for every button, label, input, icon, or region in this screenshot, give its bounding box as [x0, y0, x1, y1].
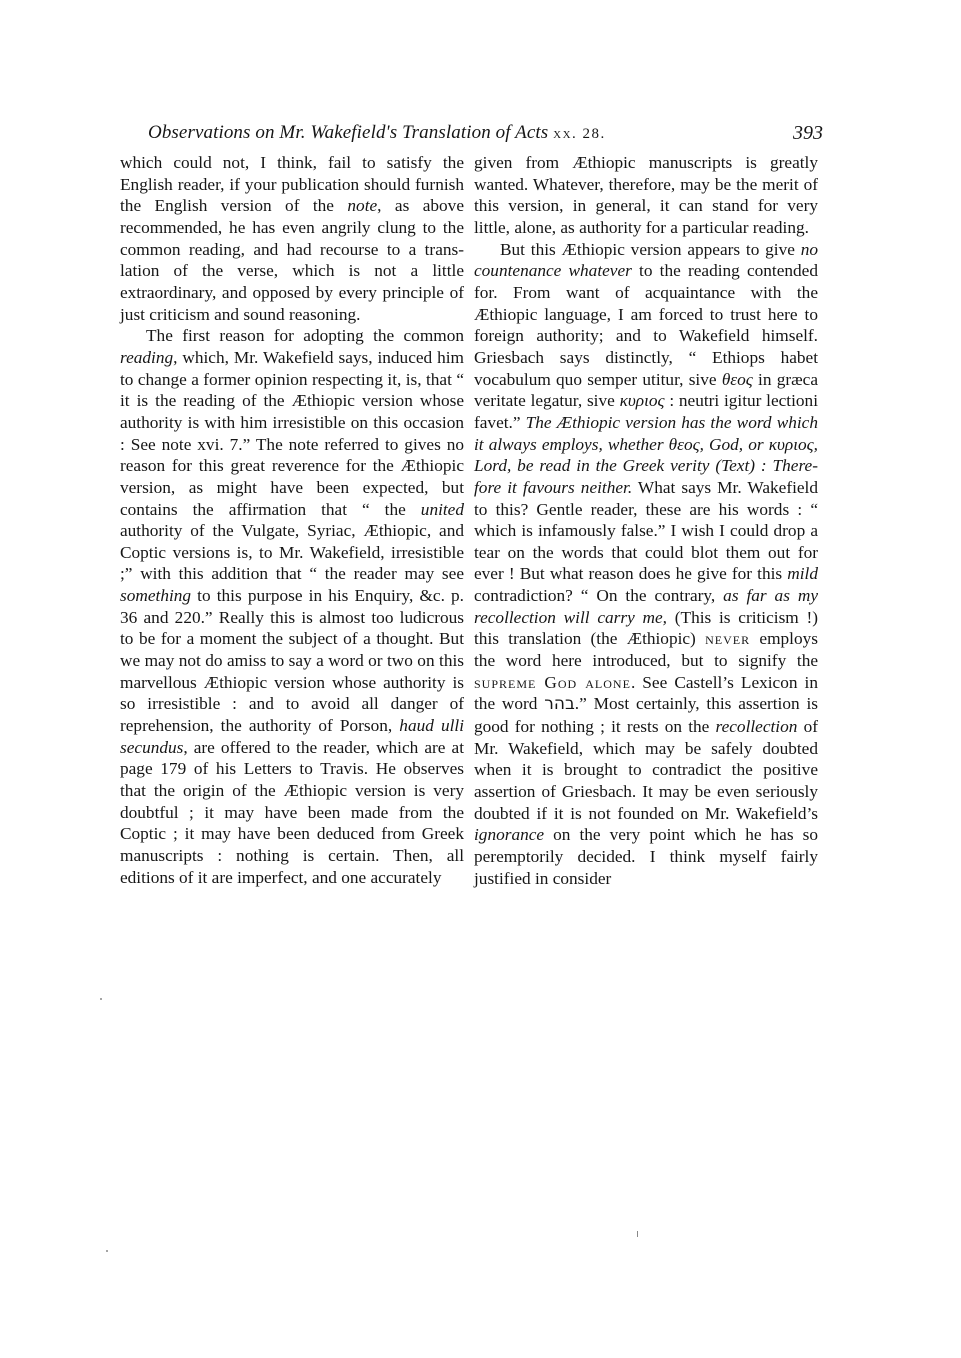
text-run: on the very point which he has so peremptorily decided. I think myself fairly justified in consider: [474, 825, 818, 888]
italic-run: reading: [120, 347, 174, 367]
small-caps-run: supreme God alone: [474, 672, 631, 692]
paper-speck: [100, 998, 102, 1000]
text-run: contradiction? “ On the contrary,: [474, 586, 724, 606]
paragraph: [120, 152, 464, 325]
text-run: , which, Mr. Wakefield says, induced him to change a former opinion respecting it, is, that “ it is the reading of the Æthiopic version whose authority is with him irresistible on this occasion : See note xvi. 7.” The note referred to gives no reason for this great reverence for the Æthiopic version, as might have been expected, but contains the affirmation that “ the: [120, 347, 464, 519]
italic-run: ignorance: [474, 825, 545, 845]
page-number: 393: [793, 122, 823, 144]
text-run: employs the word here introduced, but to signify the: [474, 629, 818, 671]
text-run: (This is criticism !) this translation (the Æthiopic): [474, 607, 819, 649]
text-run: of Mr. Wakefield, which may be safely doubted when it is brought to contradict the positive assertion of Griesbach. It may be even seriously doubted if it is not founded on Mr. Wakefield’s: [474, 717, 818, 823]
running-header: [118, 119, 823, 147]
running-title-text: Observations on Mr. Wakefield's Translation of Acts: [148, 122, 549, 143]
italic-run: something: [120, 586, 192, 606]
text-run: which could not, I think, fail to satisfy the English reader, if your publication should furnish the English version of the: [120, 153, 464, 216]
italic-run: no countenance whatever: [474, 239, 818, 281]
text-run: to the reading contended for. From want of acquaintance with the Æthiopic language, I am forced to trust here to foreign authority; and to Wakefield himself. Griesbach says distinctly, “ Ethiops habet vocabulum quo semper utitur, sive: [474, 261, 818, 389]
greek-word: κυριος: [619, 391, 665, 411]
text-run: But this Æthiopic version appears to give: [500, 239, 801, 259]
chapter-reference: xx. 28.: [553, 126, 606, 142]
italic-run: as far as my recollection will carry me,: [474, 586, 819, 627]
text-run: in græca veritate legatur, sive: [474, 369, 818, 411]
italic-run: The Æthiopic version has the word which it always employs, whether θεος, God, or κυριος, Lord, be read in the Greek verity (Text) : Therefore it favours neither.: [474, 412, 818, 497]
text-run: The first reason for adopting the common: [146, 326, 464, 346]
hebrew-word: בהר: [544, 694, 575, 715]
text-run: What says Mr. Wakefield to this? Gentle reader, these are his words : “ which is infamously false.” I wish I could drop a tear on the words that could blot them out for ever ! But what reason does he give for this: [474, 477, 818, 584]
paragraph: [120, 325, 464, 888]
paragraph: [474, 239, 818, 890]
text-run: . See Castell’s Lexicon in the word: [474, 672, 819, 714]
text-run: , as above recommended, he has even angrily clung to the common reading, and had recourse to a translation of the verse, which is not a little extraordinary, and opposed by every principle of just criticism and sound reasoning.: [120, 196, 464, 324]
small-caps-run: never: [705, 629, 751, 649]
text-run: .” Most certainly, this assertion is good for nothing ; it rests on the: [474, 694, 818, 737]
paper-speck: [637, 1231, 638, 1237]
running-title: [148, 119, 606, 148]
italic-run: mild: [787, 564, 818, 584]
italic-run: united: [420, 499, 464, 519]
paper-speck: [106, 1250, 108, 1252]
text-run: , are offered to the reader, which are at page 179 of his Letters to Travis. He observes that the origin of the Æthiopic version is very doubtful ; it may have been made from the Coptic ; it may have been deduced from Greek manuscripts : nothing is certain. Then, all editions of it are imperfect, and one accurately: [120, 737, 464, 887]
italic-run: note: [347, 196, 378, 216]
italic-run: haud ulli secundus: [120, 716, 465, 757]
text-run: to this purpose in his Enquiry, &c. p. 36 and 220.” Really this is almost too ludicrous to be for a moment the subject of a thought. But we may not do amiss to say a word or two on this marvellous Æthiopic version whose authority is so irresistible : and to avoid all danger of reprehension, the authority of Porson,: [120, 586, 464, 736]
text-run: given from Æthiopic manuscripts is greatly wanted. Whatever, therefore, may be the merit of this version, in general, it can stand for very little, alone, as authority for a particular reading.: [474, 153, 818, 237]
right-column: [474, 152, 818, 1232]
paragraph: [474, 152, 818, 239]
italic-run: recollection: [715, 717, 798, 737]
text-run: : neutri igitur lectioni favet.”: [474, 391, 818, 432]
greek-word: θεος: [721, 369, 753, 389]
left-column: [120, 152, 464, 1232]
text-run: authority of the Vulgate, Syriac, Æthiopic, and Coptic versions is, to Mr. Wakefield, irresistible ;” with this addition that “ the reader may see: [120, 521, 464, 584]
